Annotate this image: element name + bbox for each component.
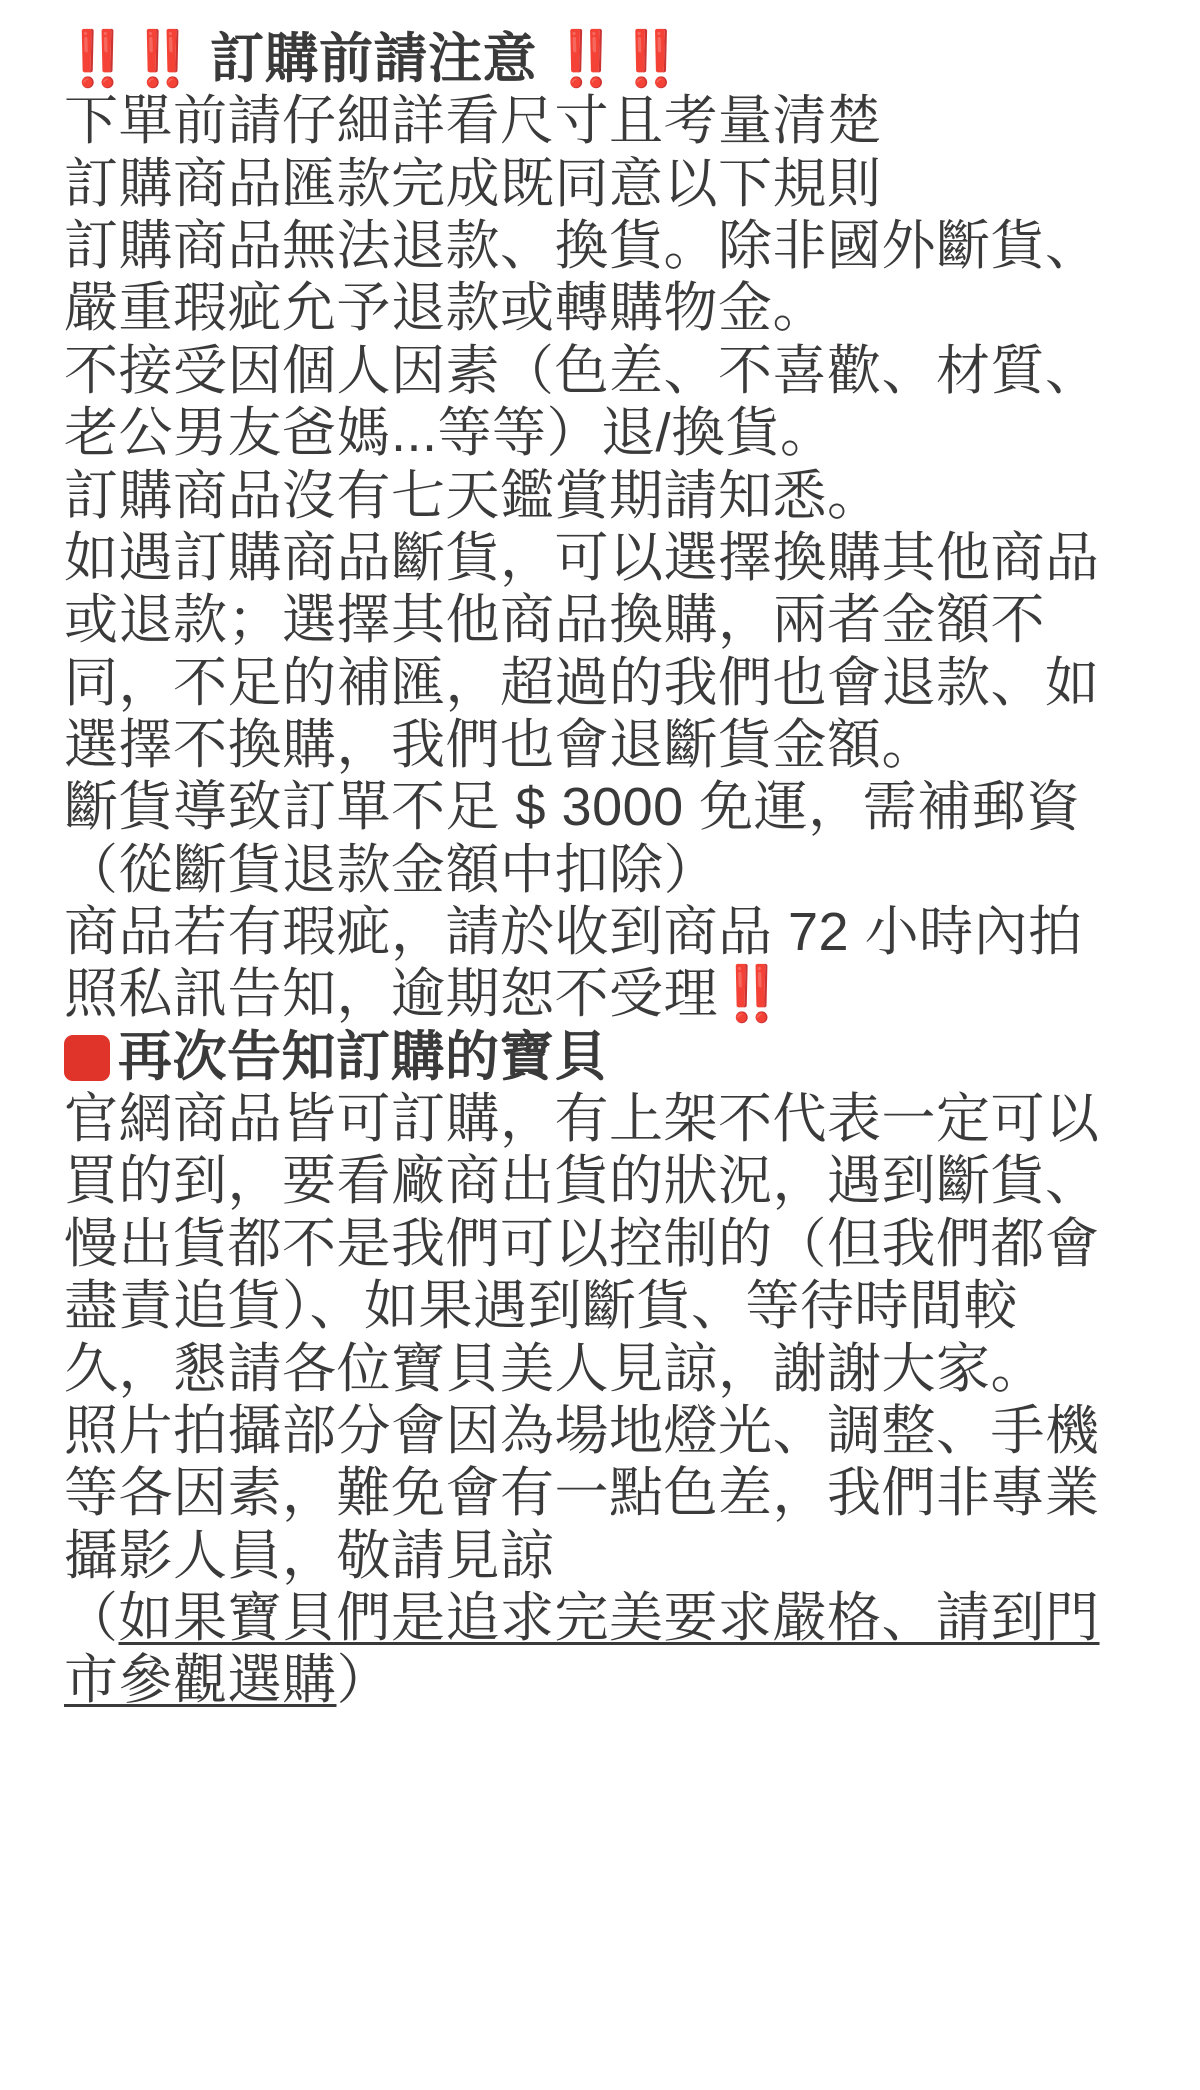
order-notice-text [64, 28, 1150, 1712]
notice-title-line [64, 28, 1150, 90]
warning-mark-left: ‼️‼️ [64, 29, 195, 89]
notice-line-with-warning [64, 963, 1150, 1025]
notice-line: 慢出貨都不是我們可以控制的（但我們都會 [64, 1213, 1100, 1274]
notice-line: 或退款；選擇其他商品換購，兩者金額不 [64, 590, 1045, 651]
warning-mark-right: ‼️‼️ [552, 29, 683, 89]
notice-line: 官網商品皆可訂購，有上架不代表一定可以 [64, 1089, 1100, 1150]
notice-line: 訂購商品無法退款、換貨。除非國外斷貨、 [64, 216, 1100, 277]
notice-line: 攝影人員，敬請見諒 [64, 1525, 555, 1586]
warning-mark-tail: ‼️ [718, 964, 784, 1025]
notice-title: 訂購前請注意 [210, 29, 537, 89]
note-paren-close: ） [336, 1650, 391, 1711]
notice-line: 商品若有瑕疵，請於收到商品 72 小時內拍 [64, 902, 1083, 963]
section-two-heading-line [64, 1026, 1150, 1088]
notice-line: 照片拍攝部分會因為場地燈光、調整、手機 [64, 1400, 1100, 1461]
notice-line: 照私訊告知，逾期恕不受理 [64, 964, 718, 1025]
notice-line: 不接受因個人因素（色差、不喜歡、材質、 [64, 340, 1100, 401]
notice-line: （從斷貨退款金額中扣除） [64, 839, 718, 900]
underlined-note: 如果寶貝們是追求完美要求嚴格、請到門市參觀選購 [64, 1587, 1100, 1711]
underlined-note-line [64, 1587, 1150, 1712]
notice-line: 嚴重瑕疵允予退款或轉購物金。 [64, 278, 827, 339]
notice-line: 買的到，要看廠商出貨的狀況，遇到斷貨、 [64, 1151, 1100, 1212]
section-two-heading: 再次告知訂購的寶貝 [118, 1026, 609, 1087]
notice-line: 如遇訂購商品斷貨，可以選擇換購其他商品 [64, 527, 1100, 588]
notice-line: 下單前請仔細詳看尺寸且考量清楚 [64, 91, 882, 152]
notice-line: 選擇不換購，我們也會退斷貨金額。 [64, 714, 936, 775]
notice-line: 同，不足的補匯，超過的我們也會退款、如 [64, 652, 1100, 713]
note-paren-open: （ [64, 1587, 119, 1648]
notice-line: 老公男友爸媽...等等）退/換貨。 [64, 403, 835, 464]
notice-line: 盡責追貨）、如果遇到斷貨、等待時間較 [64, 1276, 1018, 1337]
octagon-stop-icon [64, 1035, 110, 1081]
notice-line: 久，懇請各位寶貝美人見諒，謝謝大家。 [64, 1338, 1045, 1399]
notice-line: 訂購商品匯款完成既同意以下規則 [64, 153, 882, 214]
notice-line: 斷貨導致訂單不足 $ 3000 免運，需補郵資 [64, 777, 1081, 838]
notice-line: 等各因素，難免會有一點色差，我們非專業 [64, 1463, 1100, 1524]
notice-line: 訂購商品沒有七天鑑賞期請知悉。 [64, 465, 882, 526]
